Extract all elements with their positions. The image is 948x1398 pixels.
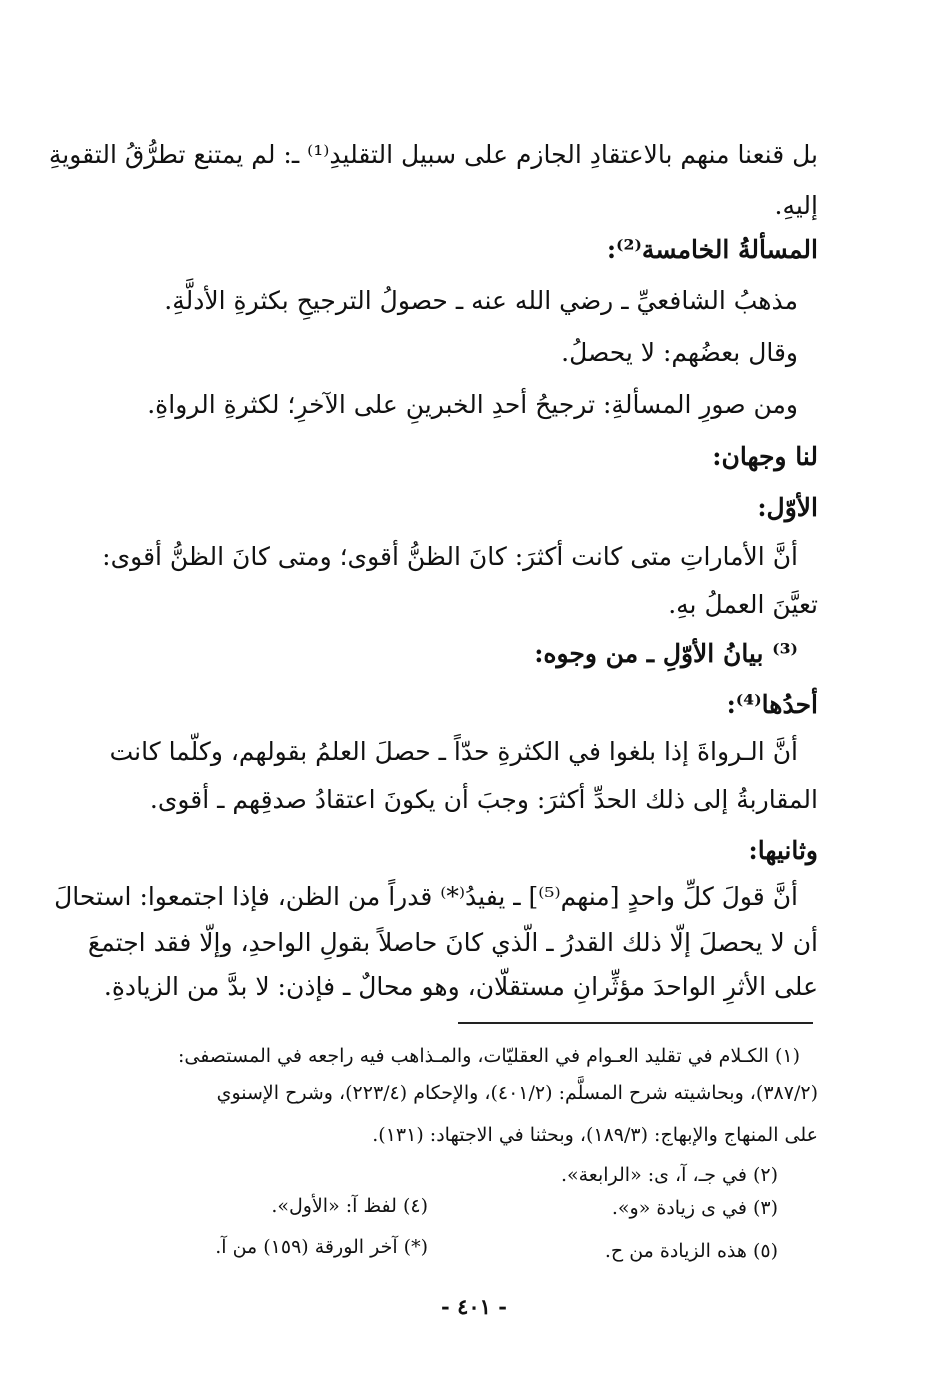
body-line-4: مذهبُ الشافعيِّ ـ رضي الله عنه ـ حصولُ الترجيحِ بكثرةِ الأدلَّةِ. (164, 286, 798, 315)
page-number: - ٤٠١ - (441, 1294, 507, 1319)
subheading-two-aspects: لنا وجهان: (712, 442, 818, 471)
body-line-1: بل قنعنا منهم بالاعتقادِ الجازم على سبيل التقليدِ⁽¹⁾ ـ: لم يمتنع تطرُّقُ التقويةِ (48, 140, 818, 169)
subheading-explanation: ⁽³⁾ بيانُ الأوّلِ ـ من وجوه: (534, 639, 798, 668)
footnote-5: (٥) هذه الزيادة من ح. (604, 1240, 778, 1262)
body-line-2: إليهِ. (774, 191, 818, 220)
footnote-separator (458, 1022, 813, 1024)
subheading-first: الأوّل: (757, 493, 818, 522)
footnote-4: (٤) لفظ آ: «الأول». (271, 1195, 428, 1217)
footnote-1-line-1: (١) الكـلام في تقليد العـوام في العقليّات، والمـذاهب فيه راجعه في المستصفى: (177, 1045, 800, 1067)
subheading-second: وثانيها: (748, 836, 818, 865)
body-line-13: أنَّ الـرواةَ إذا بلغوا في الكثرةِ حدّاً ـ حصلَ العلمُ بقولهم، وكلّما كانت (109, 737, 798, 766)
footnote-2: (٢) في جـ، آ، ى: «الرابعة». (560, 1164, 778, 1186)
body-line-5: وقال بعضُهم: لا يحصلُ. (561, 338, 798, 367)
section-heading-fifth-issue: المسألةُ الخامسة⁽²⁾: (606, 235, 818, 264)
footnote-1-line-2: (٣٨٧/٢)، وبحاشيته شرح المسلَّم: (٤٠١/٢)، والإحكام (٢٢٣/٤)، وشرح الإسنوي (216, 1082, 818, 1104)
body-line-10: تعيَّنَ العملُ بهِ. (668, 590, 818, 619)
body-line-9: أنَّ الأماراتِ متى كانت أكثرَ: كانَ الظنُّ أقوى؛ ومتى كانَ الظنُّ أقوى: (102, 542, 798, 571)
body-line-16: أنَّ قولَ كلِّ واحدٍ [منهم⁽⁵⁾] ـ يفيدُ⁽*⁾ قدراً من الظن، فإذا اجتمعوا: استحالَ (54, 882, 798, 911)
footnote-3: (٣) في ى زيادة «و». (611, 1197, 778, 1219)
footnote-star: (*) آخر الورقة (١٥٩) من آ. (215, 1236, 428, 1258)
subheading-one-of-them: أحدُها⁽⁴⁾: (726, 690, 818, 719)
body-line-17: أن لا يحصلَ إلّا ذلك القدرُ ـ الّذي كانَ حاصلاً بقولِ الواحدِ، وإلّا فقد اجتمعَ (87, 928, 818, 957)
body-line-14: المقاربةُ إلى ذلك الحدِّ أكثرَ: وجبَ أن يكونَ اعتقادُ صدقِهم ـ أقوى. (149, 785, 818, 814)
body-line-18: على الأثرِ الواحدَ مؤثِّرانِ مستقلّان، وهو محالٌ ـ فإذن: لا بدَّ من الزيادةِ. (103, 972, 818, 1001)
body-line-6: ومن صورِ المسألةِ: ترجيحُ أحدِ الخبرينِ على الآخرِ؛ لكثرةِ الرواةِ. (147, 390, 798, 419)
footnote-1-line-3: على المنهاج والإبهاج: (١٨٩/٣)، وبحثنا في الاجتهاد: (١٣١). (372, 1124, 818, 1146)
